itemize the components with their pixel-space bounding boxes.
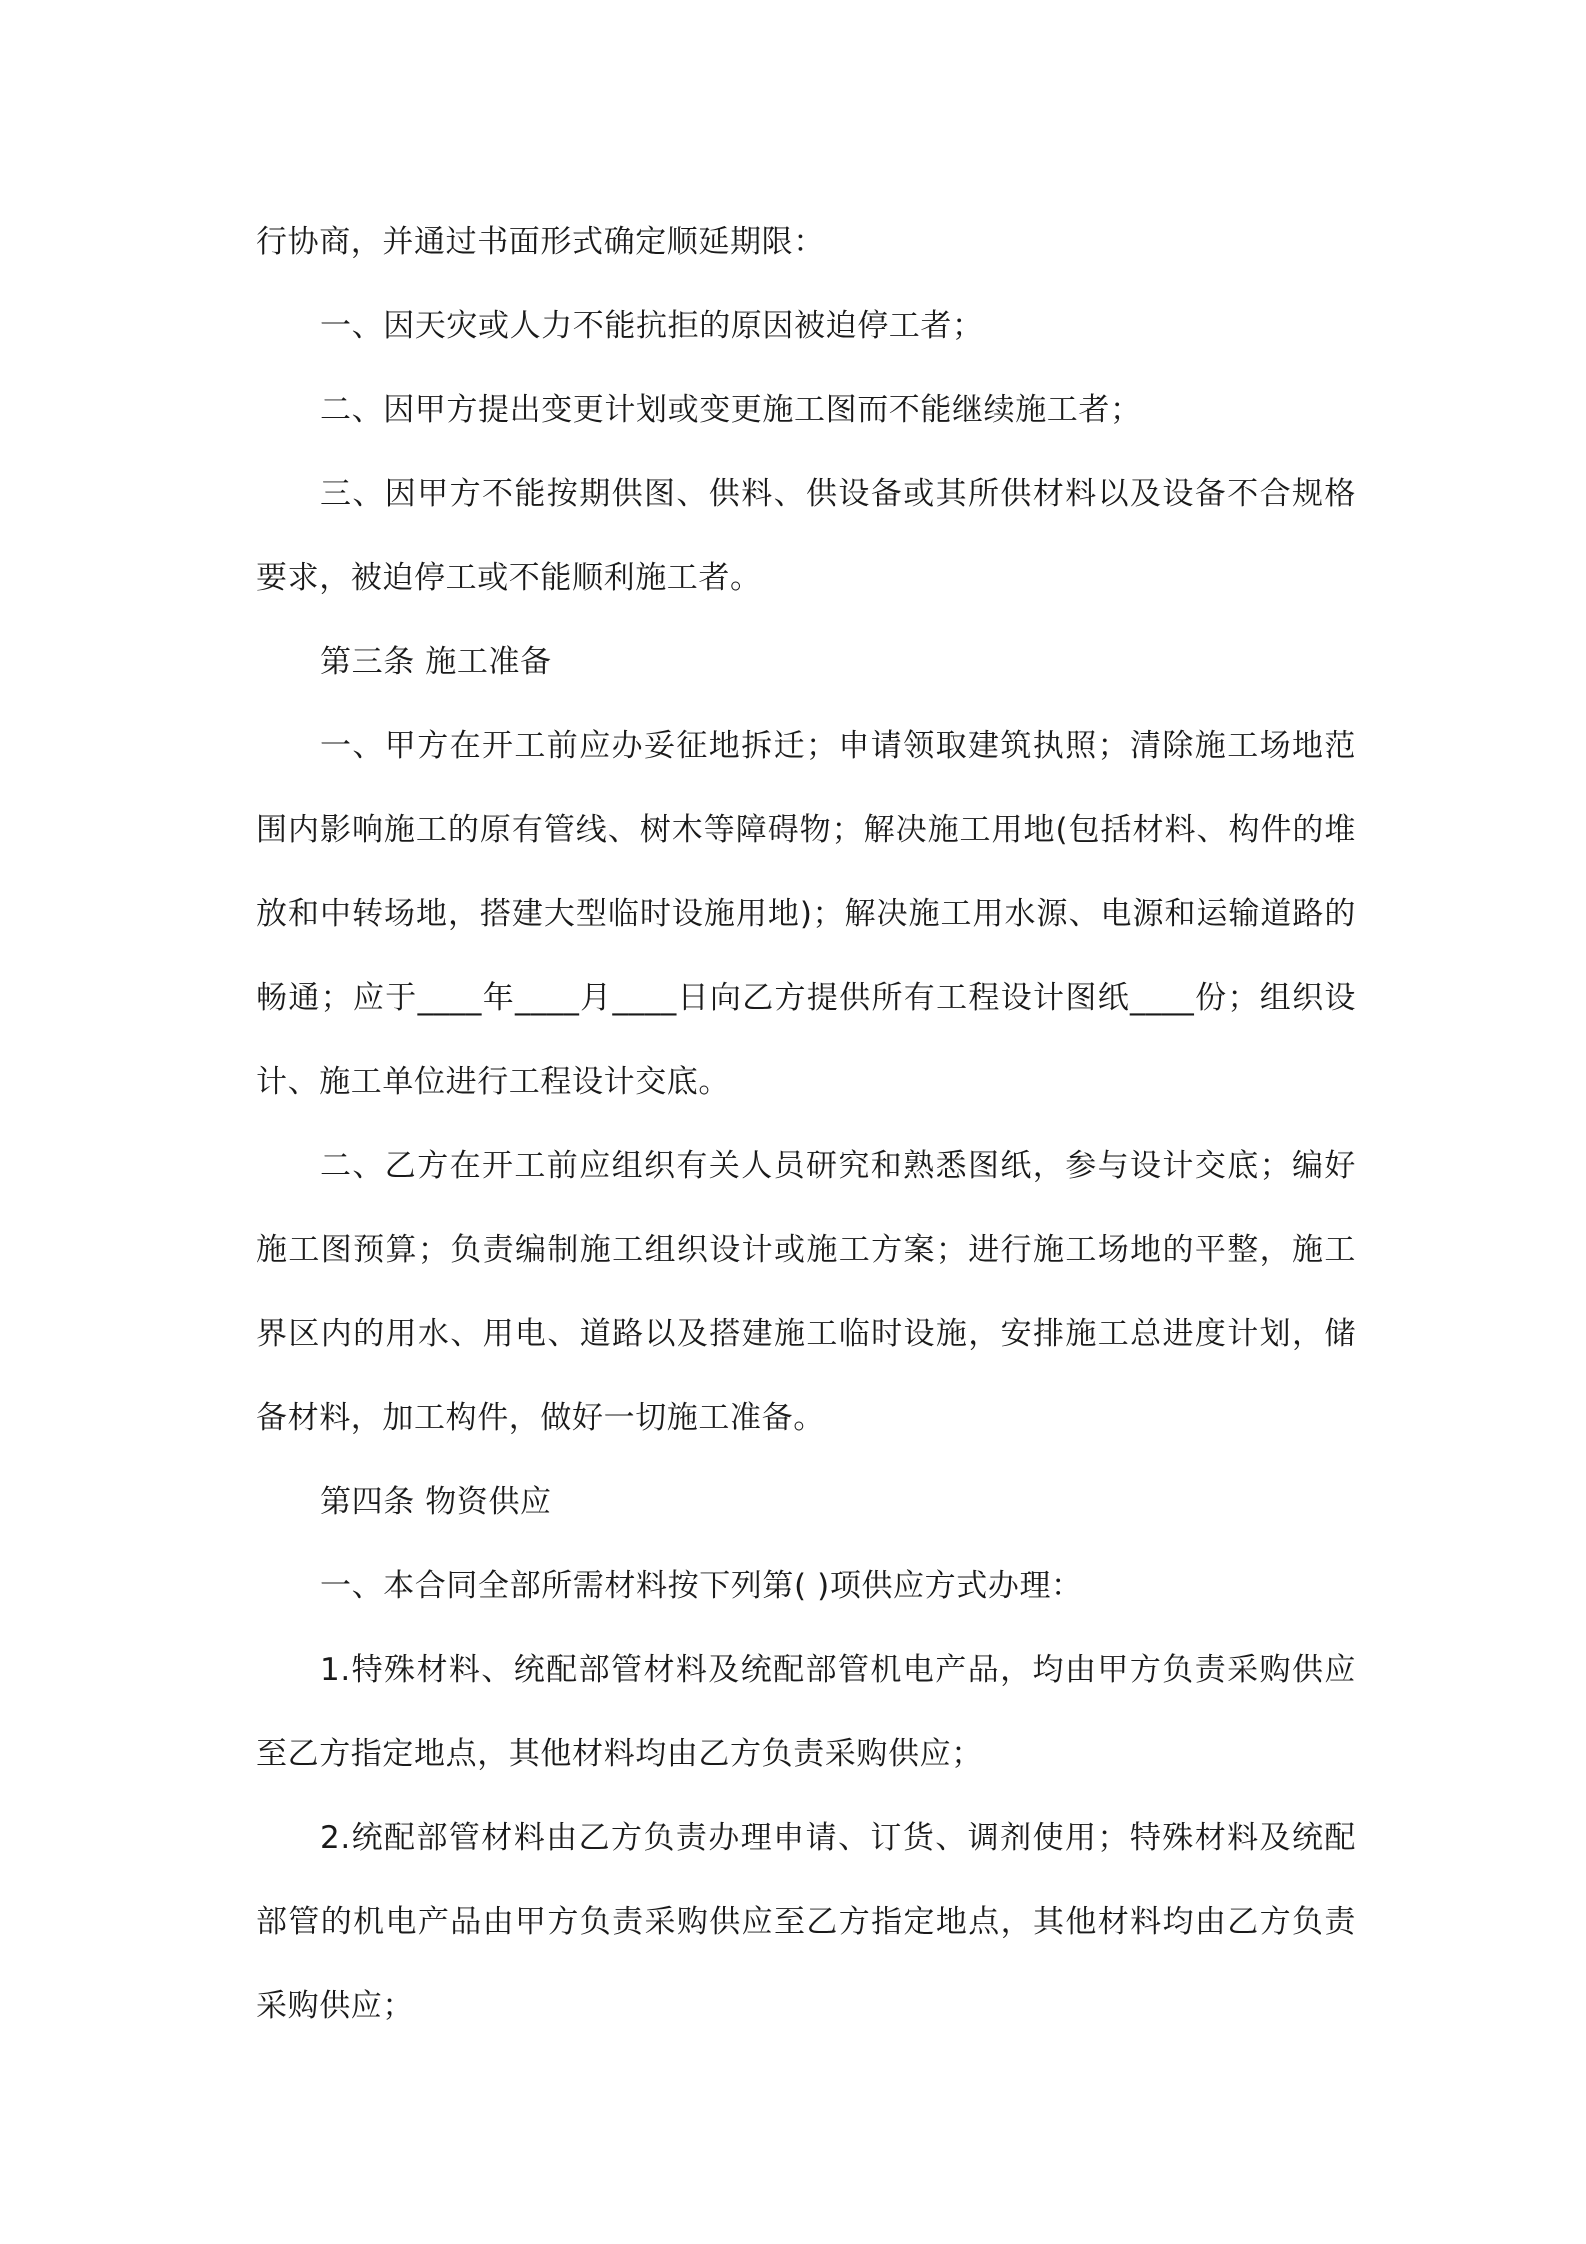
paragraph-supply-option-2: 2.统配部管材料由乙方负责办理申请、订货、调剂使用；特殊材料及统配部管的机电产品由甲方负责采购供应至乙方指定地点，其他材料均由乙方负责采购供应； [256, 1820, 1356, 2024]
paragraph-supply-delay: 三、因甲方不能按期供图、供料、供设备或其所供材料以及设备不合规格要求，被迫停工或不能顺利施工者。 [256, 476, 1356, 596]
document-body [256, 200, 1356, 2048]
section-heading-construction-prep: 第三条 施工准备 [320, 644, 552, 680]
section-heading-material-supply: 第四条 物资供应 [320, 1484, 552, 1520]
paragraph-supply-method: 一、本合同全部所需材料按下列第( )项供应方式办理： [320, 1568, 1083, 1604]
paragraph-party-b-prep: 二、乙方在开工前应组织有关人员研究和熟悉图纸，参与设计交底；编好施工图预算；负责编制施工组织设计或施工方案；进行施工场地的平整，施工界区内的用水、用电、道路以及搭建施工临时设施，安排施工总进度计划，储备材料，加工构件，做好一切施工准备。 [256, 1148, 1356, 1436]
paragraph-party-a-prep: 一、甲方在开工前应办妥征地拆迁；申请领取建筑执照；清除施工场地范围内影响施工的原有管线、树木等障碍物；解决施工用地(包括材料、构件的堆放和中转场地，搭建大型临时设施用地)；解决施工用水源、电源和运输道路的畅通；应于____年____月____日向乙方提供所有工程设计图纸____份；组织设计、施工单位进行工程设计交底。 [256, 728, 1356, 1100]
paragraph-force-majeure: 一、因天灾或人力不能抗拒的原因被迫停工者； [320, 308, 984, 344]
paragraph-continuation: 行协商，并通过书面形式确定顺延期限： [256, 224, 825, 260]
paragraph-design-change: 二、因甲方提出变更计划或变更施工图而不能继续施工者； [320, 392, 1142, 428]
paragraph-supply-option-1: 1.特殊材料、统配部管材料及统配部管机电产品，均由甲方负责采购供应至乙方指定地点，其他材料均由乙方负责采购供应； [256, 1652, 1356, 1772]
